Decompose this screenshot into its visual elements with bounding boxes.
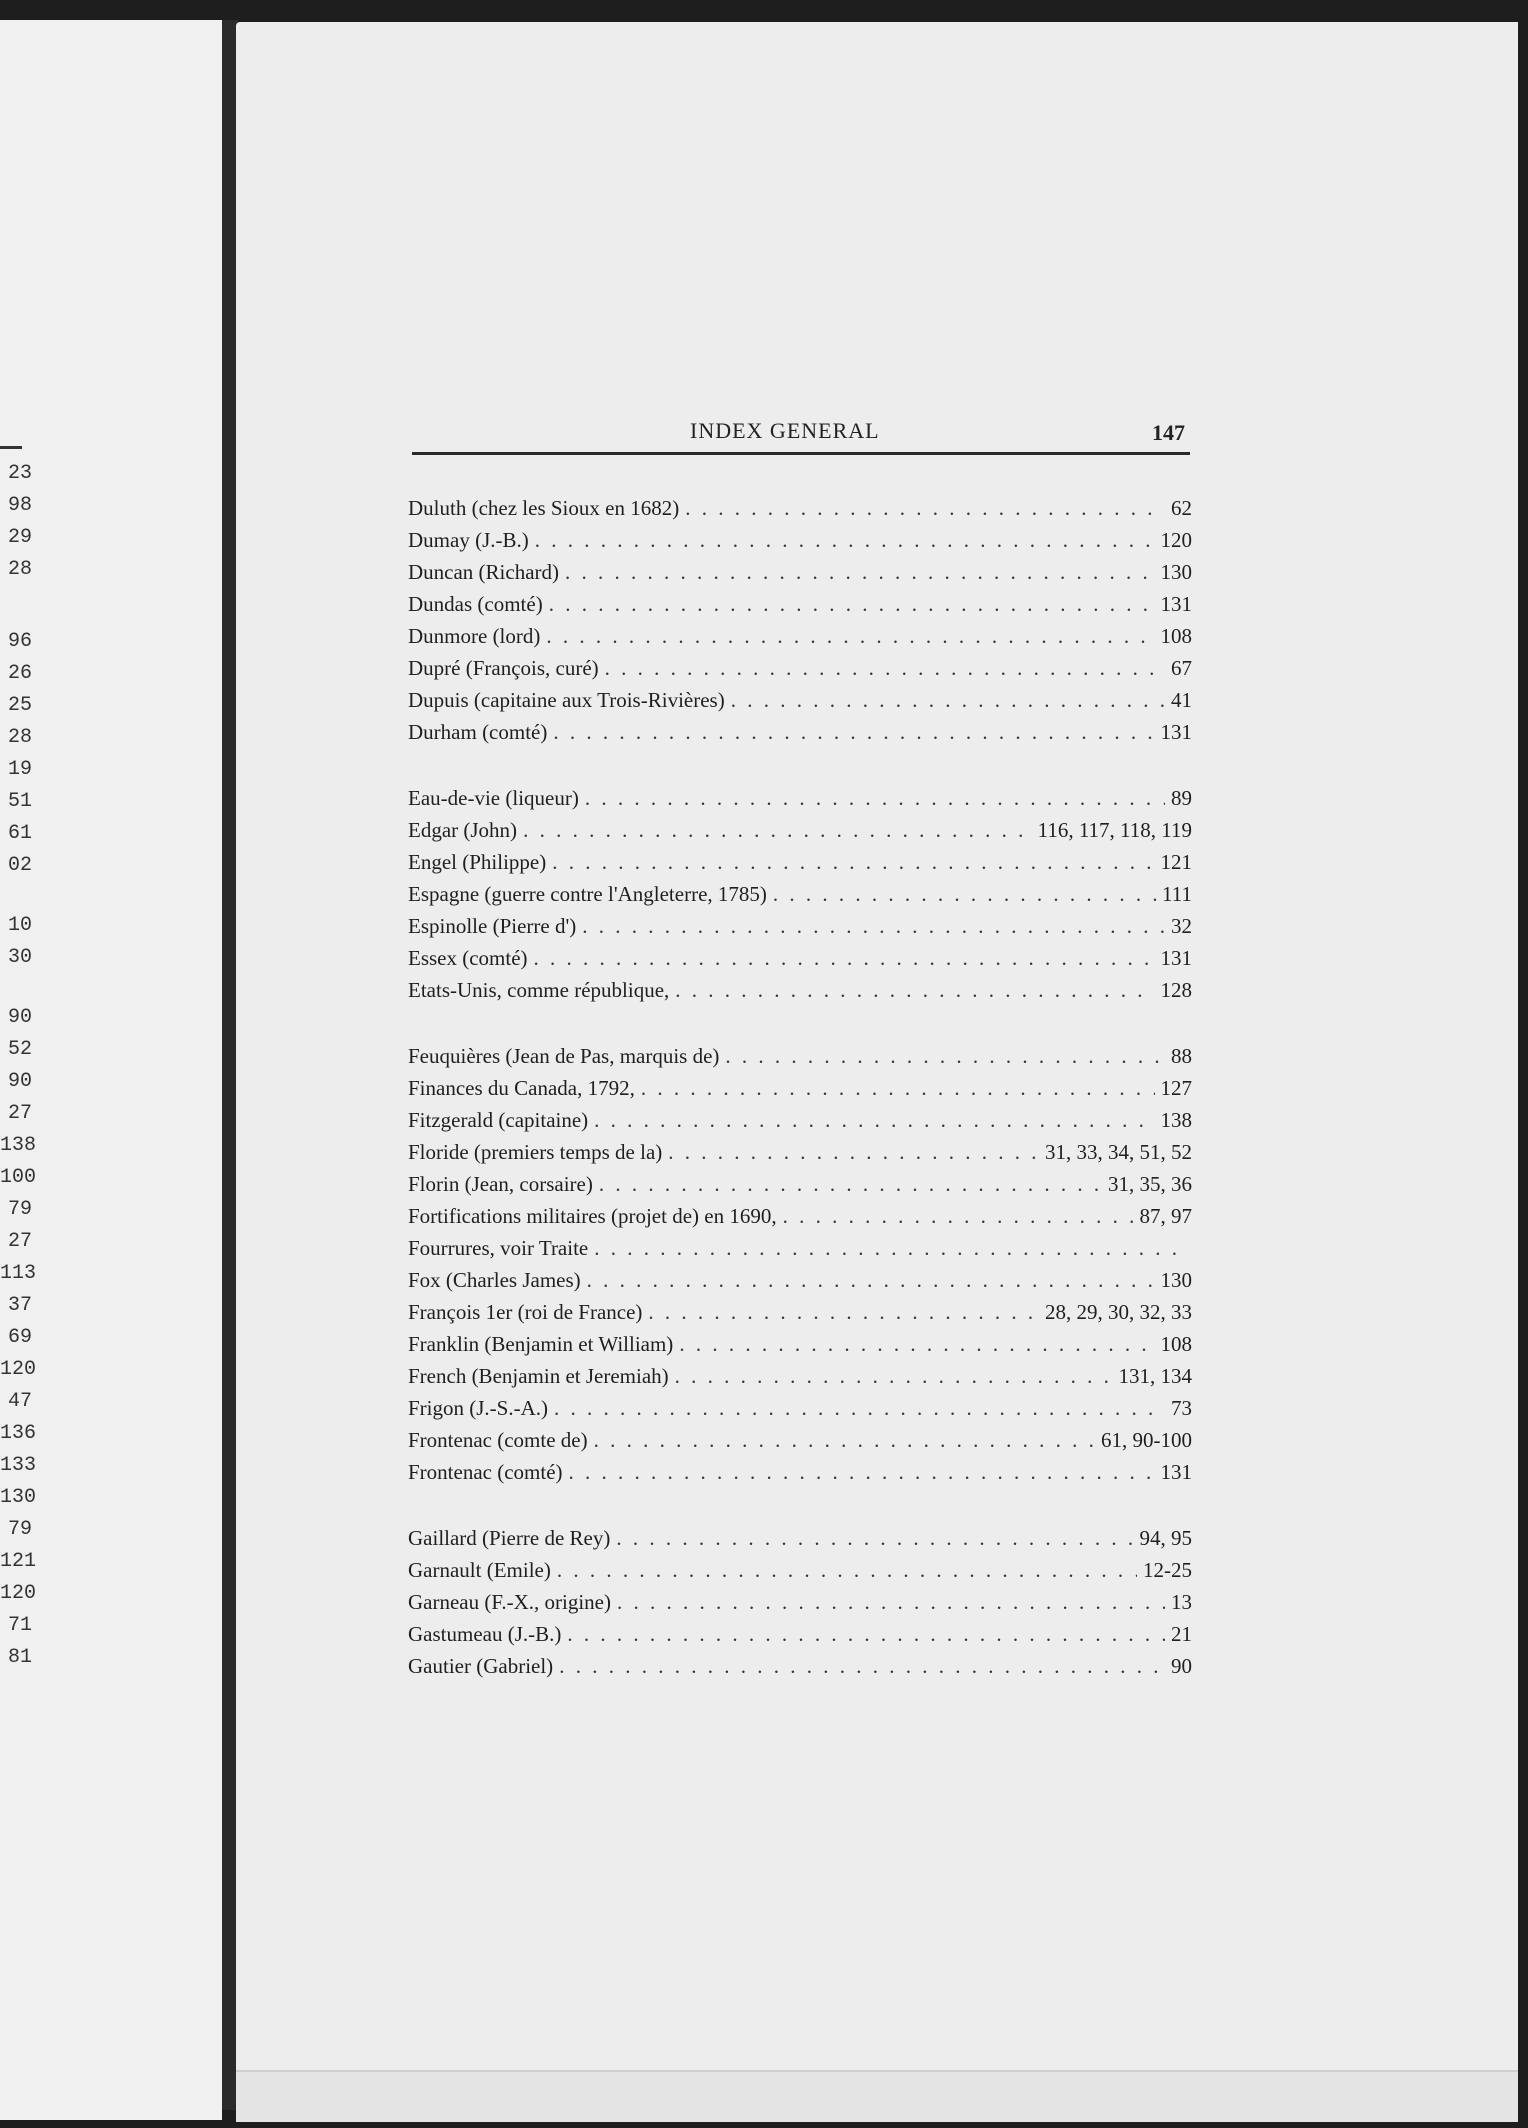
- left-page-number: 81: [7, 1646, 32, 1669]
- dot-leader: [569, 1456, 1155, 1488]
- left-page-number: 121: [0, 1550, 37, 1573]
- index-entry: [408, 1554, 1192, 1586]
- entry-name: Feuquières (Jean de Pas, marquis de): [408, 1044, 720, 1068]
- entry-pages: 88: [1171, 1044, 1192, 1068]
- entry-name: Espinolle (Pierre d'): [408, 914, 577, 938]
- entry-pages: 61, 90-100: [1101, 1428, 1192, 1452]
- entry-pages: 130: [1160, 1268, 1192, 1292]
- left-page-number: 26: [7, 662, 32, 685]
- left-page-number: 37: [7, 1294, 32, 1317]
- entry-pages: 31, 35, 36: [1108, 1172, 1192, 1196]
- entry-name: Floride (premiers temps de la): [408, 1140, 663, 1164]
- dot-leader: [675, 974, 1154, 1006]
- left-page-number: 51: [7, 790, 32, 813]
- entry-name: Garneau (F.-X., origine): [408, 1590, 611, 1614]
- left-page-number: 29: [7, 526, 32, 549]
- entry-pages: 138: [1160, 1108, 1192, 1132]
- entry-pages: 128: [1160, 978, 1192, 1002]
- index-entry: [408, 1072, 1192, 1104]
- entry-pages: 90: [1171, 1654, 1192, 1678]
- entry-name: Garnault (Emile): [408, 1558, 551, 1582]
- index-entry: [408, 1424, 1192, 1456]
- entry-name: Eau-de-vie (liqueur): [408, 786, 579, 810]
- entry-name: Frontenac (comté): [408, 1460, 563, 1484]
- index-entry: [408, 1456, 1192, 1488]
- dot-leader: [616, 1522, 1133, 1554]
- index-entry: [408, 1264, 1192, 1296]
- index-group: [408, 492, 1192, 748]
- dot-leader: [559, 1650, 1165, 1682]
- left-page-number: 79: [7, 1198, 32, 1221]
- index-entry: [408, 1232, 1192, 1264]
- entry-pages: 131, 134: [1118, 1364, 1192, 1388]
- entry-name: Frigon (J.-S.-A.): [408, 1396, 548, 1420]
- index-entry: [408, 1360, 1192, 1392]
- index-group: [408, 1522, 1192, 1682]
- index-entry: [408, 1328, 1192, 1360]
- left-page-number: 90: [7, 1006, 32, 1029]
- entry-name: Franklin (Benjamin et William): [408, 1332, 674, 1356]
- entry-pages: 108: [1160, 1332, 1192, 1356]
- entry-pages: 41: [1171, 688, 1192, 712]
- left-page-number: 25: [7, 694, 32, 717]
- entry-pages: 89: [1171, 786, 1192, 810]
- left-page-number: 138: [0, 1134, 37, 1157]
- entry-pages: 131: [1160, 1460, 1192, 1484]
- entry-pages: 31, 33, 34, 51, 52: [1045, 1140, 1192, 1164]
- left-page-number: 120: [0, 1582, 37, 1605]
- dot-leader: [599, 1168, 1102, 1200]
- left-page-number: 79: [7, 1518, 32, 1541]
- index-entry: [408, 652, 1192, 684]
- index-entry: [408, 1522, 1192, 1554]
- dot-leader: [773, 878, 1156, 910]
- index-entry: [408, 814, 1192, 846]
- left-page-rule: [0, 446, 22, 449]
- running-head: INDEX GENERAL: [690, 418, 880, 443]
- entry-name: Durham (comté): [408, 720, 548, 744]
- left-page-number: 71: [7, 1614, 32, 1637]
- index-entry: [408, 556, 1192, 588]
- entry-name: Fox (Charles James): [408, 1268, 581, 1292]
- left-page-number: 52: [7, 1038, 32, 1061]
- entry-name: Dundas (comté): [408, 592, 543, 616]
- dot-leader: [731, 684, 1165, 716]
- dot-leader: [587, 1264, 1155, 1296]
- left-page-number: 100: [0, 1166, 37, 1189]
- dot-leader: [594, 1104, 1154, 1136]
- entry-name: Essex (comté): [408, 946, 528, 970]
- entry-pages: 73: [1171, 1396, 1192, 1420]
- entry-pages: 87, 97: [1139, 1204, 1192, 1228]
- entry-name: Dupré (François, curé): [408, 656, 599, 680]
- dot-leader: [585, 782, 1165, 814]
- left-page-number: 90: [7, 1070, 32, 1093]
- dot-leader: [685, 492, 1165, 524]
- index-list: [408, 492, 1192, 1716]
- left-page-number: 96: [7, 630, 32, 653]
- left-page-number: 28: [7, 558, 32, 581]
- entry-pages: 28, 29, 30, 32, 33: [1045, 1300, 1192, 1324]
- index-entry: [408, 1168, 1192, 1200]
- index-entry: [408, 1650, 1192, 1682]
- left-page: [0, 20, 222, 2120]
- entry-pages: 32: [1171, 914, 1192, 938]
- dot-leader: [594, 1424, 1095, 1456]
- left-page-number: 23: [7, 462, 32, 485]
- entry-name: Espagne (guerre contre l'Angleterre, 1785): [408, 882, 767, 906]
- entry-pages: 108: [1160, 624, 1192, 648]
- entry-pages: 116, 117, 118, 119: [1037, 818, 1192, 842]
- dot-leader: [523, 814, 1032, 846]
- entry-name: Florin (Jean, corsaire): [408, 1172, 593, 1196]
- dot-leader: [546, 620, 1154, 652]
- entry-name: Etats-Unis, comme république,: [408, 978, 670, 1002]
- entry-pages: 67: [1171, 656, 1192, 680]
- left-page-number: 69: [7, 1326, 32, 1349]
- left-page-number: 02: [7, 854, 32, 877]
- index-entry: [408, 716, 1192, 748]
- left-page-number: 130: [0, 1486, 37, 1509]
- index-group: [408, 1040, 1192, 1488]
- entry-pages: 120: [1160, 528, 1192, 552]
- dot-leader: [553, 716, 1154, 748]
- dot-leader: [668, 1136, 1039, 1168]
- left-page-number: 47: [7, 1390, 32, 1413]
- index-entry: [408, 846, 1192, 878]
- entry-pages: 131: [1160, 946, 1192, 970]
- entry-name: Dunmore (lord): [408, 624, 541, 648]
- dot-leader: [549, 588, 1155, 620]
- entry-pages: 94, 95: [1139, 1526, 1192, 1550]
- left-page-number: 98: [7, 494, 32, 517]
- entry-name: Dumay (J.-B.): [408, 528, 529, 552]
- entry-name: Duluth (chez les Sioux en 1682): [408, 496, 680, 520]
- left-page-number: 113: [0, 1262, 37, 1285]
- index-entry: [408, 974, 1192, 1006]
- left-page-number: 120: [0, 1358, 37, 1381]
- dot-leader: [594, 1232, 1186, 1264]
- entry-pages: 111: [1162, 882, 1192, 906]
- index-entry: [408, 942, 1192, 974]
- dot-leader: [783, 1200, 1134, 1232]
- entry-pages: 13: [1171, 1590, 1192, 1614]
- index-entry: [408, 1200, 1192, 1232]
- index-entry: [408, 524, 1192, 556]
- index-entry: [408, 910, 1192, 942]
- entry-pages: 121: [1160, 850, 1192, 874]
- left-page-number: 28: [7, 726, 32, 749]
- entry-name: Engel (Philippe): [408, 850, 547, 874]
- page-edge: [236, 2070, 1518, 2122]
- index-group: [408, 782, 1192, 1006]
- dot-leader: [605, 652, 1165, 684]
- dot-leader: [535, 524, 1155, 556]
- left-page-number: 30: [7, 946, 32, 969]
- left-page-number: 133: [0, 1454, 37, 1477]
- entry-pages: 12-25: [1143, 1558, 1192, 1582]
- left-page-number: 61: [7, 822, 32, 845]
- dot-leader: [725, 1040, 1165, 1072]
- dot-leader: [557, 1554, 1137, 1586]
- index-entry: [408, 878, 1192, 910]
- dot-leader: [534, 942, 1155, 974]
- index-entry: [408, 684, 1192, 716]
- dot-leader: [552, 846, 1154, 878]
- index-entry: [408, 1618, 1192, 1650]
- entry-name: Duncan (Richard): [408, 560, 560, 584]
- index-entry: [408, 1296, 1192, 1328]
- entry-pages: 130: [1160, 560, 1192, 584]
- index-entry: [408, 1040, 1192, 1072]
- entry-name: Gautier (Gabriel): [408, 1654, 554, 1678]
- entry-pages: 127: [1160, 1076, 1192, 1100]
- dot-leader: [582, 910, 1165, 942]
- left-page-number: 19: [7, 758, 32, 781]
- index-entry: [408, 492, 1192, 524]
- entry-pages: 131: [1160, 592, 1192, 616]
- entry-name: Gastumeau (J.-B.): [408, 1622, 562, 1646]
- left-page-number: 136: [0, 1422, 37, 1445]
- dot-leader: [679, 1328, 1154, 1360]
- index-entry: [408, 1392, 1192, 1424]
- index-entry: [408, 1136, 1192, 1168]
- entry-pages: 21: [1171, 1622, 1192, 1646]
- left-page-number: 27: [7, 1102, 32, 1125]
- dot-leader: [648, 1296, 1039, 1328]
- left-page-number: 10: [7, 914, 32, 937]
- index-entry: [408, 588, 1192, 620]
- index-entry: [408, 1104, 1192, 1136]
- dot-leader: [641, 1072, 1155, 1104]
- dot-leader: [617, 1586, 1165, 1618]
- entry-name: Edgar (John): [408, 818, 518, 842]
- entry-name: Fitzgerald (capitaine): [408, 1108, 589, 1132]
- entry-name: Dupuis (capitaine aux Trois-Rivières): [408, 688, 725, 712]
- header-rule: [412, 452, 1190, 455]
- page-number: 147: [1152, 420, 1185, 445]
- dot-leader: [554, 1392, 1165, 1424]
- entry-name: French (Benjamin et Jeremiah): [408, 1364, 669, 1388]
- dot-leader: [675, 1360, 1113, 1392]
- entry-name: Fourrures, voir Traite: [408, 1236, 589, 1260]
- index-entry: [408, 620, 1192, 652]
- dot-leader: [567, 1618, 1165, 1650]
- left-page-number: 27: [7, 1230, 32, 1253]
- entry-name: Gaillard (Pierre de Rey): [408, 1526, 611, 1550]
- index-entry: [408, 782, 1192, 814]
- entry-name: François 1er (roi de France): [408, 1300, 643, 1324]
- dot-leader: [565, 556, 1154, 588]
- entry-pages: 131: [1160, 720, 1192, 744]
- entry-pages: 62: [1171, 496, 1192, 520]
- entry-name: Frontenac (comte de): [408, 1428, 588, 1452]
- index-entry: [408, 1586, 1192, 1618]
- entry-name: Fortifications militaires (projet de) en 1690,: [408, 1204, 777, 1228]
- entry-name: Finances du Canada, 1792,: [408, 1076, 635, 1100]
